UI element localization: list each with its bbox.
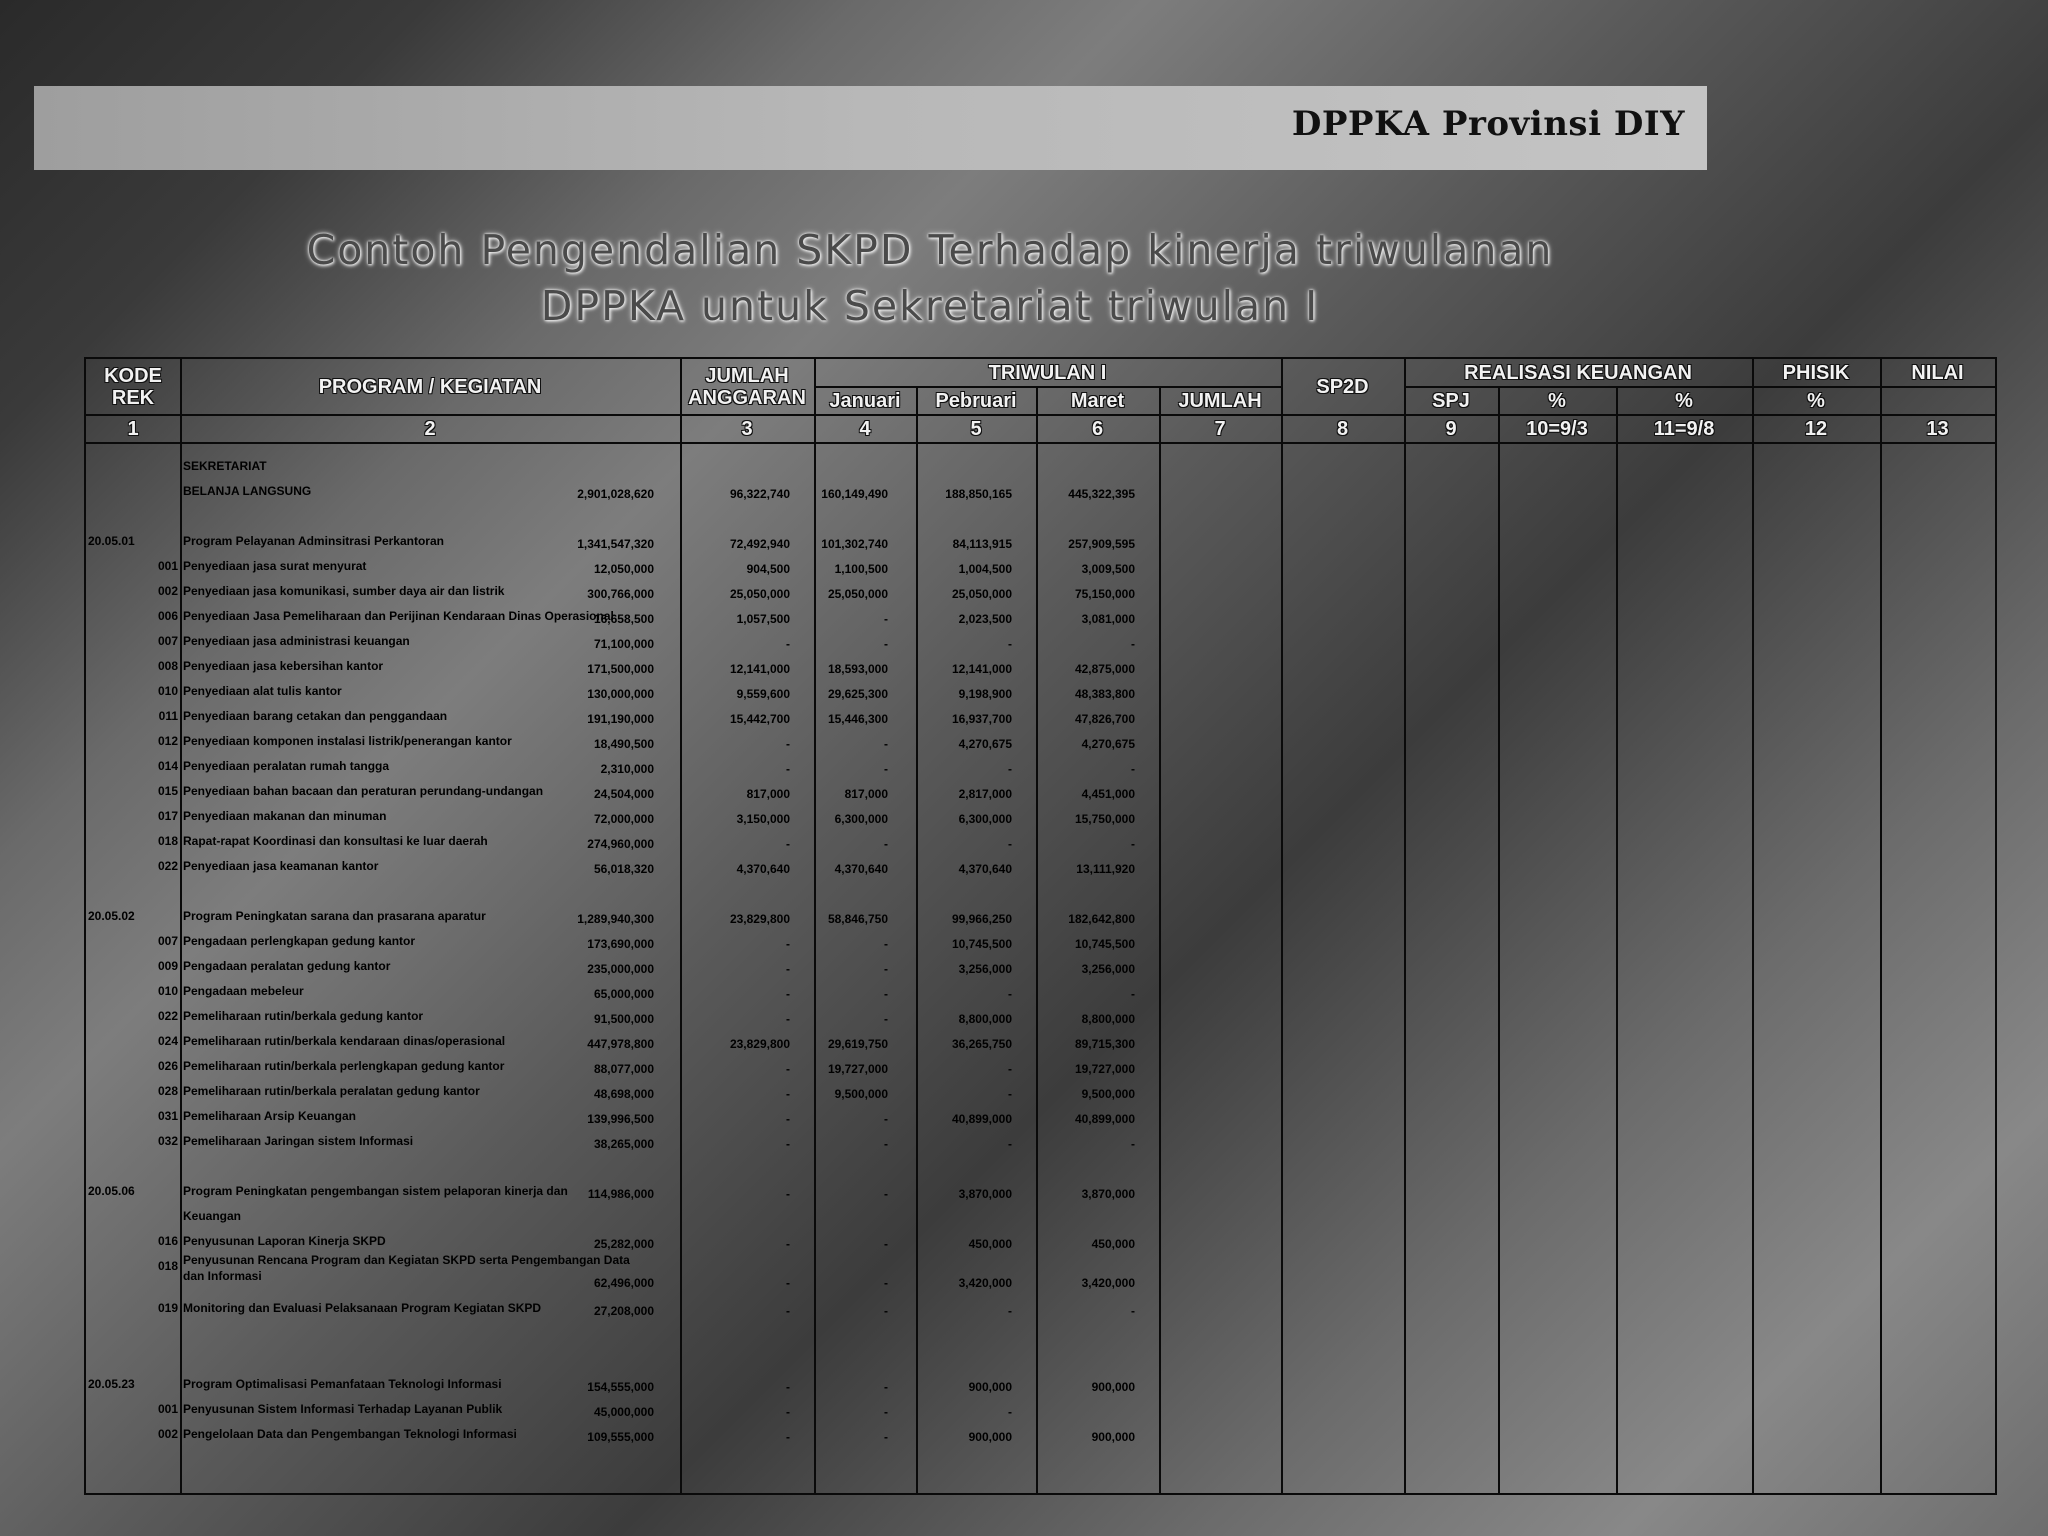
anggaran-cell: 88,077,000 [593, 1062, 654, 1076]
anggaran-cell: 65,000,000 [593, 987, 654, 1001]
maret-cell: 3,256,000 [958, 962, 1012, 976]
maret-cell: 16,937,700 [951, 712, 1012, 726]
col-pct-2: % [1675, 389, 1693, 412]
table-row [86, 727, 1995, 751]
col-num-4: 4 [859, 417, 871, 440]
pebruari-cell: - [884, 1012, 888, 1026]
sub-kode-cell: 026 [157, 1059, 178, 1073]
pebruari-cell: - [884, 987, 888, 1001]
jumlah-cell: 13,111,920 [1076, 862, 1135, 876]
anggaran-cell: 24,504,000 [593, 787, 654, 801]
sub-kode-cell: 001 [157, 559, 178, 573]
anggaran-cell: 25,282,000 [593, 1237, 654, 1251]
jumlah-cell: 15,750,000 [1074, 812, 1135, 826]
program-label-cell: Penyusunan Sistem Informasi Terhadap Layanan Publik [183, 1402, 503, 1416]
jumlah-cell: - [1131, 1137, 1135, 1151]
col-phisik-pct: % [1807, 389, 1825, 412]
program-label-cell: Penyediaan komponen instalasi listrik/penerangan kantor [183, 734, 512, 748]
program-label-cell: Pemeliharaan rutin/berkala perlengkapan gedung kantor [183, 1059, 505, 1073]
table-row [86, 827, 1995, 851]
sub-kode-cell: 024 [157, 1034, 178, 1048]
anggaran-cell: 91,500,000 [593, 1012, 654, 1026]
col-num-3: 3 [741, 417, 753, 440]
maret-cell: 10,745,500 [951, 937, 1012, 951]
januari-cell: - [786, 1276, 790, 1290]
table-row [86, 1370, 1995, 1394]
januari-cell: - [786, 737, 790, 751]
pebruari-cell: 29,619,750 [827, 1037, 888, 1051]
pebruari-cell: - [884, 737, 888, 751]
jumlah-cell: - [1131, 762, 1135, 776]
pebruari-cell: 101,302,740 [821, 537, 888, 551]
anggaran-cell: 45,000,000 [593, 1405, 654, 1419]
sub-kode-cell: 028 [157, 1084, 178, 1098]
maret-cell: 3,420,000 [958, 1276, 1012, 1290]
januari-cell: - [786, 1012, 790, 1026]
anggaran-cell: 38,265,000 [593, 1137, 654, 1151]
januari-cell: 25,050,000 [729, 587, 790, 601]
jumlah-cell: 3,420,000 [1081, 1276, 1135, 1290]
maret-cell: - [1008, 1405, 1012, 1419]
program-label-cell: Penyediaan jasa administrasi keuangan [183, 634, 410, 648]
sub-kode-cell: 009 [157, 959, 178, 973]
pebruari-cell: - [884, 637, 888, 651]
jumlah-cell: 75,150,000 [1074, 587, 1135, 601]
col-num-1: 1 [127, 417, 139, 440]
title-line-2: DPPKA untuk Sekretariat triwulan I [540, 282, 1320, 330]
anggaran-cell: 173,690,000 [587, 937, 654, 951]
januari-cell: 23,829,800 [729, 1037, 790, 1051]
anggaran-cell: 139,996,500 [587, 1112, 654, 1126]
anggaran-cell: 2,901,028,620 [577, 487, 654, 501]
sub-kode-cell: 031 [157, 1109, 178, 1123]
program-label-cell: Penyediaan peralatan rumah tangga [183, 759, 390, 773]
sub-kode-cell: 022 [157, 1009, 178, 1023]
sub-kode-cell: 022 [157, 859, 178, 873]
table-row [86, 1077, 1995, 1101]
maret-cell: - [1008, 837, 1012, 851]
anggaran-cell: 12,050,000 [593, 562, 654, 576]
table-row [86, 677, 1995, 701]
program-label-cell: Pemeliharaan rutin/berkala gedung kantor [183, 1009, 424, 1023]
program-label-cell: Penyediaan makanan dan minuman [183, 809, 387, 823]
anggaran-cell: 154,555,000 [587, 1380, 654, 1394]
table-row [86, 552, 1995, 576]
page-title [200, 222, 1660, 334]
sub-kode-cell: 016 [157, 1234, 178, 1248]
jumlah-cell: 47,826,700 [1074, 712, 1135, 726]
maret-cell: 25,050,000 [951, 587, 1012, 601]
maret-cell: - [1008, 1304, 1012, 1318]
col-jumlah: JUMLAH [1178, 389, 1262, 412]
program-label-cell: Pemeliharaan rutin/berkala kendaraan dinas/operasional [183, 1034, 506, 1048]
anggaran-cell: 1,289,940,300 [577, 912, 654, 926]
maret-cell: 8,800,000 [958, 1012, 1012, 1026]
col-realisasi: REALISASI KEUANGAN [1464, 361, 1692, 384]
program-label-cell: Penyediaan bahan bacaan dan peraturan perundang-undangan [183, 784, 544, 798]
januari-cell: 817,000 [746, 787, 790, 801]
januari-cell: - [786, 1062, 790, 1076]
program-label-cell: Pemeliharaan rutin/berkala peralatan gedung kantor [183, 1084, 480, 1098]
jumlah-cell: 4,270,675 [1081, 737, 1135, 751]
anggaran-cell: 274,960,000 [587, 837, 654, 851]
januari-cell: 1,057,500 [736, 612, 790, 626]
title-line-1: Contoh Pengendalian SKPD Terhadap kinerja triwulanan [306, 226, 1554, 274]
anggaran-cell: 16,658,500 [593, 612, 654, 626]
januari-cell: - [786, 762, 790, 776]
program-label-cell: Penyusunan Laporan Kinerja SKPD [183, 1234, 386, 1248]
pebruari-cell: - [884, 1187, 888, 1201]
maret-cell: 900,000 [968, 1430, 1012, 1444]
maret-cell: - [1008, 1087, 1012, 1101]
januari-cell: - [786, 1304, 790, 1318]
pebruari-cell: - [884, 1405, 888, 1419]
maret-cell: 6,300,000 [958, 812, 1012, 826]
report-table [84, 357, 1997, 1495]
col-num-6: 6 [1091, 417, 1104, 440]
pebruari-cell: - [884, 1237, 888, 1251]
jumlah-cell: 48,383,800 [1074, 687, 1135, 701]
table-row [86, 1127, 1995, 1151]
kode-rek-cell: 20.05.23 [88, 1377, 135, 1391]
maret-cell: 900,000 [968, 1380, 1012, 1394]
col-spj: SPJ [1432, 389, 1470, 412]
januari-cell: - [786, 1380, 790, 1394]
anggaran-cell: 191,190,000 [587, 712, 654, 726]
table-row [86, 1052, 1995, 1076]
program-label-cell: Rapat-rapat Koordinasi dan konsultasi ke luar daerah [183, 834, 488, 848]
januari-cell: - [786, 1187, 790, 1201]
anggaran-cell: 300,766,000 [587, 587, 654, 601]
anggaran-cell: 48,698,000 [593, 1087, 654, 1101]
program-label-cell: Program Pelayanan Adminsitrasi Perkantoran [183, 534, 444, 548]
januari-cell: 72,492,940 [729, 537, 790, 551]
anggaran-cell: 62,496,000 [593, 1276, 654, 1290]
pebruari-cell: 19,727,000 [827, 1062, 888, 1076]
jumlah-cell: 445,322,395 [1068, 487, 1135, 501]
anggaran-cell: 72,000,000 [593, 812, 654, 826]
table-row [86, 1227, 1995, 1251]
jumlah-cell: 257,909,595 [1068, 537, 1135, 551]
sub-kode-cell: 018 [157, 1259, 178, 1273]
col-num-12: 12 [1804, 417, 1828, 440]
program-label-cell: Penyediaan Jasa Pemeliharaan dan Perijinan Kendaraan Dinas Operasional [183, 609, 614, 623]
pebruari-cell: - [884, 612, 888, 626]
jumlah-cell: - [1131, 837, 1135, 851]
sub-kode-cell: 006 [157, 609, 178, 623]
program-label-cell: Pemeliharaan Jaringan sistem Informasi [183, 1134, 414, 1148]
januari-cell: 23,829,800 [729, 912, 790, 926]
table-row [86, 927, 1995, 951]
maret-cell: 12,141,000 [951, 662, 1012, 676]
sub-kode-cell: 018 [157, 834, 178, 848]
jumlah-cell: 40,899,000 [1074, 1112, 1135, 1126]
maret-cell: 188,850,165 [945, 487, 1012, 501]
anggaran-cell: 1,341,547,320 [577, 537, 654, 551]
col-num-5: 5 [970, 417, 982, 440]
januari-cell: - [786, 937, 790, 951]
januari-cell: - [786, 1405, 790, 1419]
januari-cell: - [786, 1430, 790, 1444]
maret-cell: 4,270,675 [958, 737, 1012, 751]
januari-cell: - [786, 637, 790, 651]
col-num-10: 10=9/3 [1526, 417, 1588, 440]
table-row [86, 777, 1995, 801]
jumlah-cell: 3,256,000 [1081, 962, 1135, 976]
col-num-9: 9 [1445, 417, 1457, 440]
pebruari-cell: - [884, 1430, 888, 1444]
januari-cell: - [786, 962, 790, 976]
anggaran-cell: 114,986,000 [587, 1187, 654, 1201]
table-row [86, 1420, 1995, 1444]
maret-cell: 40,899,000 [951, 1112, 1012, 1126]
table-row [86, 1202, 1995, 1226]
sub-kode-cell: 010 [157, 984, 178, 998]
maret-cell: 450,000 [968, 1237, 1012, 1251]
pebruari-cell: - [884, 937, 888, 951]
sub-kode-cell: 007 [157, 634, 178, 648]
table-row [86, 477, 1995, 501]
col-jumlah-anggaran: JUMLAH ANGGARAN [688, 364, 806, 409]
jumlah-cell: 3,870,000 [1081, 1187, 1135, 1201]
sub-kode-cell: 002 [157, 584, 178, 598]
jumlah-cell: 900,000 [1091, 1430, 1135, 1444]
maret-cell: 9,198,900 [958, 687, 1012, 701]
table-row [86, 1395, 1995, 1419]
pebruari-cell: - [884, 1112, 888, 1126]
januari-cell: - [786, 1112, 790, 1126]
maret-cell: - [1008, 762, 1012, 776]
program-label-cell: Pengadaan peralatan gedung kantor [183, 959, 391, 973]
anggaran-cell: 171,500,000 [587, 662, 654, 676]
januari-cell: 4,370,640 [736, 862, 790, 876]
kode-rek-cell: 20.05.02 [88, 909, 135, 923]
table-row [86, 902, 1995, 926]
sub-kode-cell: 019 [157, 1301, 178, 1315]
col-num-7: 7 [1214, 417, 1226, 440]
table-row [86, 1294, 1995, 1318]
col-pebruari: Pebruari [935, 389, 1017, 412]
maret-cell: - [1008, 1137, 1012, 1151]
januari-cell: - [786, 1087, 790, 1101]
sub-kode-cell: 002 [157, 1427, 178, 1441]
table-row [86, 602, 1995, 626]
maret-cell: - [1008, 987, 1012, 1001]
pebruari-cell: 58,846,750 [827, 912, 888, 926]
januari-cell: - [786, 1237, 790, 1251]
col-num-13: 13 [1926, 417, 1949, 440]
table-row [86, 852, 1995, 876]
januari-cell: 904,500 [746, 562, 790, 576]
program-label-cell: Penyediaan jasa surat menyurat [183, 559, 367, 573]
januari-cell: 15,442,700 [729, 712, 790, 726]
col-num-8: 8 [1336, 417, 1349, 440]
jumlah-cell: 3,081,000 [1081, 612, 1135, 626]
pebruari-cell: 29,625,300 [827, 687, 888, 701]
program-label-cell: SEKRETARIAT [183, 459, 267, 473]
col-kode-rek: KODE REK [104, 364, 162, 409]
maret-cell: 1,004,500 [958, 562, 1012, 576]
maret-cell: 2,023,500 [958, 612, 1012, 626]
program-label-cell: Penyediaan jasa kebersihan kantor [183, 659, 384, 673]
januari-cell: - [786, 837, 790, 851]
jumlah-cell: - [1131, 637, 1135, 651]
pebruari-cell: 15,446,300 [827, 712, 888, 726]
sub-kode-cell: 015 [157, 784, 178, 798]
kode-rek-cell: 20.05.06 [88, 1184, 135, 1198]
col-num-2: 2 [424, 417, 436, 440]
col-maret: Maret [1070, 389, 1125, 412]
jumlah-cell: 19,727,000 [1074, 1062, 1135, 1076]
table-row [86, 1002, 1995, 1026]
maret-cell: 36,265,750 [951, 1037, 1012, 1051]
anggaran-cell: 71,100,000 [593, 637, 654, 651]
table-row [86, 652, 1995, 676]
pebruari-cell: - [884, 1380, 888, 1394]
jumlah-cell: 4,451,000 [1081, 787, 1135, 801]
table-row [86, 952, 1995, 976]
jumlah-cell: 42,875,000 [1074, 662, 1135, 676]
table-row [86, 977, 1995, 1001]
januari-cell: 3,150,000 [736, 812, 790, 826]
jumlah-cell: - [1131, 1304, 1135, 1318]
maret-cell: 4,370,640 [958, 862, 1012, 876]
januari-cell: - [786, 987, 790, 1001]
januari-cell: 9,559,600 [736, 687, 790, 701]
header-banner [34, 86, 1707, 170]
program-label-cell: Penyediaan jasa keamanan kantor [183, 859, 379, 873]
program-label-cell: Program Optimalisasi Pemanfataan Teknologi Informasi [183, 1377, 502, 1391]
maret-cell: 3,870,000 [958, 1187, 1012, 1201]
table-row [86, 577, 1995, 601]
program-label-cell: BELANJA LANGSUNG [183, 484, 312, 498]
jumlah-cell: 89,715,300 [1074, 1037, 1135, 1051]
jumlah-cell: 450,000 [1091, 1237, 1135, 1251]
table-row [86, 627, 1995, 651]
jumlah-cell: 182,642,800 [1068, 912, 1135, 926]
pebruari-cell: 4,370,640 [834, 862, 888, 876]
program-label-cell: Pemeliharaan Arsip Keuangan [183, 1109, 356, 1123]
pebruari-cell: - [884, 762, 888, 776]
pebruari-cell: 817,000 [844, 787, 888, 801]
jumlah-cell: - [1131, 987, 1135, 1001]
table-row [86, 527, 1995, 551]
col-triwulan: TRIWULAN I [988, 361, 1107, 384]
maret-cell: - [1008, 637, 1012, 651]
col-program: PROGRAM / KEGIATAN [318, 375, 542, 398]
sub-kode-cell: 010 [157, 684, 178, 698]
maret-cell: - [1008, 1062, 1012, 1076]
jumlah-cell: 3,009,500 [1081, 562, 1135, 576]
table-row [86, 1102, 1995, 1126]
sub-kode-cell: 011 [158, 709, 178, 723]
pebruari-cell: 1,100,500 [834, 562, 888, 576]
pebruari-cell: 160,149,490 [821, 487, 888, 501]
anggaran-cell: 2,310,000 [600, 762, 654, 776]
col-pct-1: % [1548, 389, 1566, 412]
pebruari-cell: 9,500,000 [834, 1087, 888, 1101]
program-label-cell: Penyusunan Rencana Program dan Kegiatan SKPD serta Pengembangan Data dan Informasi [183, 1253, 630, 1283]
org-name: DPPKA Provinsi DIY [1291, 104, 1685, 144]
program-label-cell: Penyediaan alat tulis kantor [183, 684, 342, 698]
jumlah-cell: 10,745,500 [1074, 937, 1135, 951]
sub-kode-cell: 032 [157, 1134, 178, 1148]
program-label-cell: Program Peningkatan pengembangan sistem pelaporan kinerja dan [183, 1184, 568, 1198]
januari-cell: - [786, 1137, 790, 1151]
maret-cell: 2,817,000 [958, 787, 1012, 801]
anggaran-cell: 130,000,000 [587, 687, 654, 701]
table-row [86, 1252, 1995, 1292]
program-label-cell: Program Peningkatan sarana dan prasarana aparatur [183, 909, 486, 923]
jumlah-cell: 9,500,000 [1081, 1087, 1135, 1101]
table-row [86, 1027, 1995, 1051]
col-nilai: NILAI [1911, 361, 1964, 384]
col-sp2d: SP2D [1316, 375, 1369, 398]
anggaran-cell: 447,978,800 [587, 1037, 654, 1051]
sub-kode-cell: 014 [157, 759, 178, 773]
kode-rek-cell: 20.05.01 [88, 534, 135, 548]
program-label-cell: Penyediaan barang cetakan dan penggandaan [183, 709, 448, 723]
anggaran-cell: 109,555,000 [587, 1430, 654, 1444]
sub-kode-cell: 017 [157, 809, 178, 823]
table-row [86, 702, 1995, 726]
program-label-cell: Penyediaan jasa komunikasi, sumber daya air dan listrik [183, 584, 505, 598]
anggaran-cell: 235,000,000 [587, 962, 654, 976]
col-phisik: PHISIK [1782, 361, 1850, 384]
anggaran-cell: 18,490,500 [593, 737, 654, 751]
januari-cell: 12,141,000 [729, 662, 790, 676]
program-label-cell: Pengelolaan Data dan Pengembangan Teknologi Informasi [183, 1427, 517, 1441]
col-januari: Januari [829, 389, 901, 412]
table-row [86, 752, 1995, 776]
program-label-cell: Keuangan [183, 1209, 242, 1223]
sub-kode-cell: 008 [157, 659, 178, 673]
maret-cell: 99,966,250 [951, 912, 1012, 926]
sub-kode-cell: 007 [157, 934, 178, 948]
pebruari-cell: - [884, 1276, 888, 1290]
jumlah-cell: 8,800,000 [1081, 1012, 1135, 1026]
sub-kode-cell: 012 [157, 734, 178, 748]
maret-cell: 84,113,915 [952, 537, 1012, 551]
pebruari-cell: 18,593,000 [827, 662, 888, 676]
pebruari-cell: - [884, 1304, 888, 1318]
pebruari-cell: - [884, 837, 888, 851]
anggaran-cell: 27,208,000 [593, 1304, 654, 1318]
pebruari-cell: 25,050,000 [827, 587, 888, 601]
table-row [86, 802, 1995, 826]
jumlah-cell: 900,000 [1091, 1380, 1135, 1394]
program-label-cell: Pengadaan perlengkapan gedung kantor [183, 934, 416, 948]
program-label-cell: Pengadaan mebeleur [183, 984, 304, 998]
anggaran-cell: 56,018,320 [593, 862, 654, 876]
table-row [86, 452, 1995, 476]
program-label-cell: Monitoring dan Evaluasi Pelaksanaan Program Kegiatan SKPD [183, 1301, 542, 1315]
col-num-11: 11=9/8 [1653, 417, 1715, 440]
pebruari-cell: 6,300,000 [834, 812, 888, 826]
pebruari-cell: - [884, 962, 888, 976]
table-row [86, 1177, 1995, 1201]
sub-kode-cell: 001 [157, 1402, 178, 1416]
pebruari-cell: - [884, 1137, 888, 1151]
januari-cell: 96,322,740 [729, 487, 790, 501]
